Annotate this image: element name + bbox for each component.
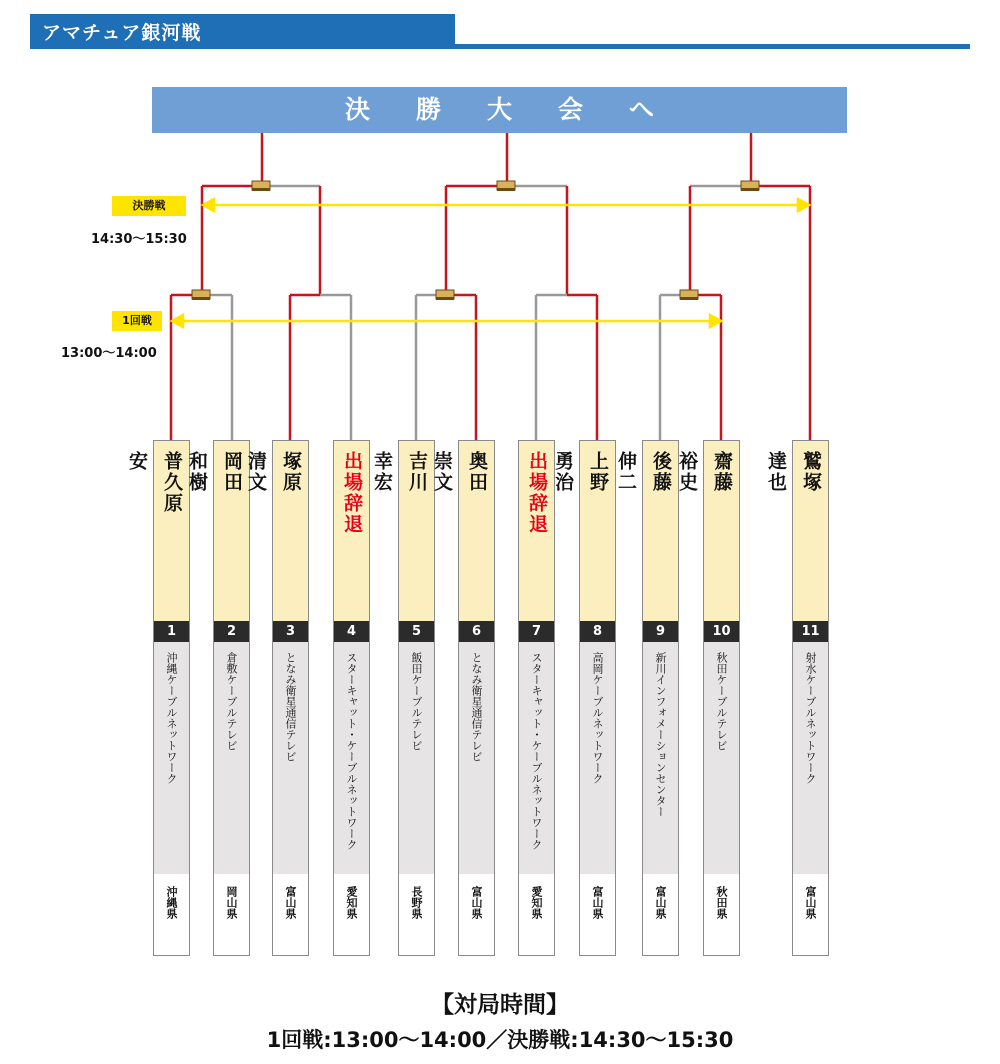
player-card-9 [615,440,679,956]
cable-station: 高岡ケーブルネットワーク [580,642,615,874]
player-name: 齋藤 裕史 [704,441,739,621]
final-group-c [690,133,810,440]
shogi-board-icon [680,290,698,300]
first-round-lines [171,295,721,440]
player-name: 岡田 和樹 [214,441,249,621]
prefecture: 岡山県 [225,886,238,919]
prefecture: 愛知県 [345,886,358,919]
cable-station: 飯田ケーブルテレビ [399,642,434,874]
player-number: 2 [214,621,249,642]
player-card-5 [371,440,435,956]
prefecture: 富山県 [591,886,604,919]
player-card-3 [245,440,309,956]
shogi-board-icon [741,181,759,191]
player-card-8 [552,440,616,956]
final-group-a [202,133,320,295]
player-card-4 [333,440,370,956]
player-number: 4 [334,621,369,642]
final-group-b [446,133,567,295]
player-number: 3 [273,621,308,642]
shogi-board-icon [192,290,210,300]
player-number: 8 [580,621,615,642]
cable-station: となみ衛星通信テレビ [273,642,308,874]
shogi-board-icon [436,290,454,300]
prefecture: 秋田県 [715,886,728,919]
player-number: 5 [399,621,434,642]
player-card-2 [186,440,250,956]
cable-station: 沖縄ケーブルネットワーク [154,642,189,874]
player-name: 上野 勇治 [580,441,615,621]
cable-station: 秋田ケーブルテレビ [704,642,739,874]
final-round-label: 決勝戦 [112,196,186,216]
cable-station: スターキャット・ケーブルネットワーク [334,642,369,874]
cable-station: スターキャット・ケーブルネットワーク [519,642,554,874]
shogi-board-icon [497,181,515,191]
shogi-board-icons [192,181,759,300]
prefecture: 長野県 [410,886,423,919]
player-name: 普久原 安 [154,441,189,621]
prefecture: 沖縄県 [165,886,178,919]
player-number: 11 [793,621,828,642]
player-name: 塚原 清文 [273,441,308,621]
player-name: 後藤 伸二 [643,441,678,621]
final-round-arrow [203,199,809,211]
player-number: 7 [519,621,554,642]
schedule-title: 【対局時間】 [431,992,569,1018]
prefecture: 富山県 [654,886,667,919]
player-card-1 [126,440,190,956]
cable-station: 倉敷ケーブルテレビ [214,642,249,874]
player-number: 6 [459,621,494,642]
player-card-10 [676,440,740,956]
prefecture: 富山県 [284,886,297,919]
final-round-time: 14:30～15:30 [91,232,187,247]
prefecture: 富山県 [470,886,483,919]
player-number: 1 [154,621,189,642]
cable-station: となみ衛星通信テレビ [459,642,494,874]
player-card-11 [765,440,829,956]
player-number: 10 [704,621,739,642]
first-round-arrow [172,315,721,327]
player-name: 奥田 崇文 [459,441,494,621]
player-number: 9 [643,621,678,642]
prefecture: 富山県 [804,886,817,919]
shogi-board-icon [252,181,270,191]
player-name-withdrawn: 出場辞退 [519,441,554,621]
player-name: 吉川 幸宏 [399,441,434,621]
cable-station: 新川インフォメーションセンター [643,642,678,874]
final-tournament-banner: 決勝大会へ [152,87,847,133]
player-name: 鷲塚 達也 [793,441,828,621]
player-card-6 [431,440,495,956]
player-card-7 [518,440,555,956]
player-name-withdrawn: 出場辞退 [334,441,369,621]
cable-station: 射水ケーブルネットワーク [793,642,828,874]
schedule-text: 1回戦:13:00～14:00／決勝戦:14:30～15:30 [266,1028,734,1052]
first-round-time: 13:00～14:00 [61,346,157,361]
first-round-label: 1回戦 [112,311,162,331]
prefecture: 愛知県 [530,886,543,919]
page-title: アマチュア銀河戦 [42,22,202,44]
